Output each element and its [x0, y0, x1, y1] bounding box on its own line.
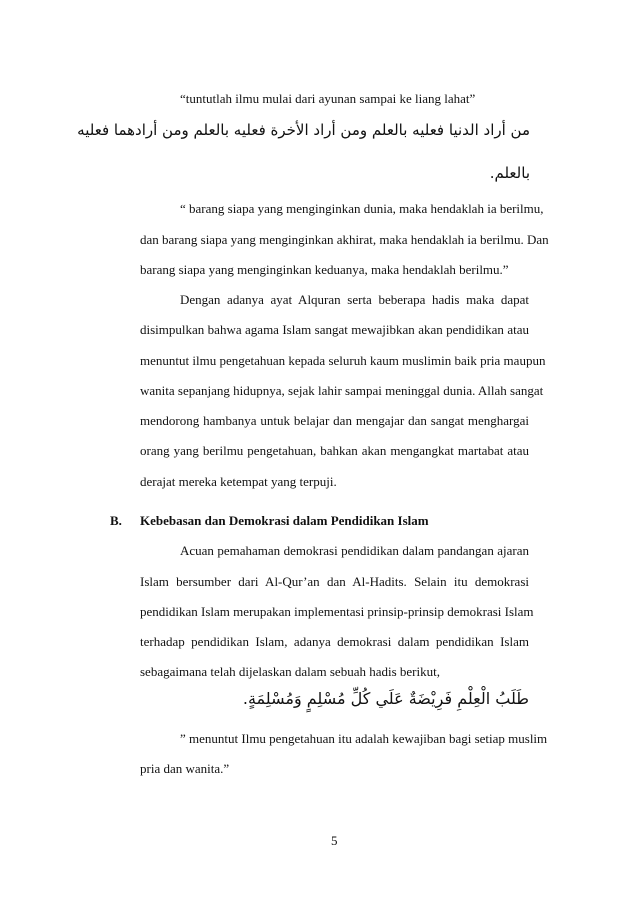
- section-label: B.: [110, 513, 122, 528]
- arabic-text-line: من أراد الدنيا فعليه بالعلم ومن أراد الأخرة فعليه بالعلم ومن أرادهما فعليه: [77, 121, 530, 139]
- translation-line: “ barang siapa yang menginginkan dunia, maka hendaklah ia berilmu,: [180, 201, 544, 216]
- hadith-arabic: طَلَبُ الْعِلْمِ فَرِيْضَةٌ عَلَي كُلِّ مُسْلِمٍ وَمُسْلِمَةٍ.: [242, 689, 529, 708]
- translation-line: barang siapa yang menginginkan keduanya, maka hendaklah berilmu.”: [140, 262, 509, 277]
- quote-line: “tuntutlah ilmu mulai dari ayunan sampai ke liang lahat”: [180, 91, 476, 106]
- page-number: 5: [331, 833, 338, 848]
- arabic-text-line: بالعلم.: [489, 164, 530, 182]
- paragraph-line: sebagaimana telah dijelaskan dalam sebuah hadis berikut,: [140, 664, 440, 679]
- paragraph-line: orang yang berilmu pengetahuan, bahkan akan mengangkat martabat atau: [140, 443, 529, 458]
- paragraph-line: disimpulkan bahwa agama Islam sangat mewajibkan akan pendidikan atau: [140, 322, 529, 337]
- paragraph-line: Islam bersumber dari Al-Qur’an dan Al-Hadits. Selain itu demokrasi: [140, 574, 529, 589]
- paragraph-line: Dengan adanya ayat Alquran serta beberapa hadis maka dapat: [180, 292, 529, 307]
- paragraph-line: mendorong hambanya untuk belajar dan mengajar dan sangat menghargai: [140, 413, 529, 428]
- paragraph-line: wanita sepanjang hidupnya, sejak lahir sampai meninggal dunia. Allah sangat: [140, 383, 544, 398]
- section-heading: Kebebasan dan Demokrasi dalam Pendidikan Islam: [140, 513, 429, 528]
- paragraph-line: derajat mereka ketempat yang terpuji.: [140, 474, 337, 489]
- paragraph-line: menuntut ilmu pengetahuan kepada seluruh kaum muslimin baik pria maupun: [140, 353, 546, 368]
- paragraph-line: terhadap pendidikan Islam, adanya demokrasi dalam pendidikan Islam: [140, 634, 529, 649]
- translation-line: dan barang siapa yang menginginkan akhirat, maka hendaklah ia berilmu. Dan: [140, 232, 549, 247]
- translation-line: pria dan wanita.”: [140, 761, 230, 776]
- paragraph-line: pendidikan Islam merupakan implementasi prinsip-prinsip demokrasi Islam: [140, 604, 534, 619]
- paragraph-line: Acuan pemahaman demokrasi pendidikan dalam pandangan ajaran: [180, 543, 529, 558]
- translation-line: ” menuntut Ilmu pengetahuan itu adalah kewajiban bagi setiap muslim: [180, 731, 548, 746]
